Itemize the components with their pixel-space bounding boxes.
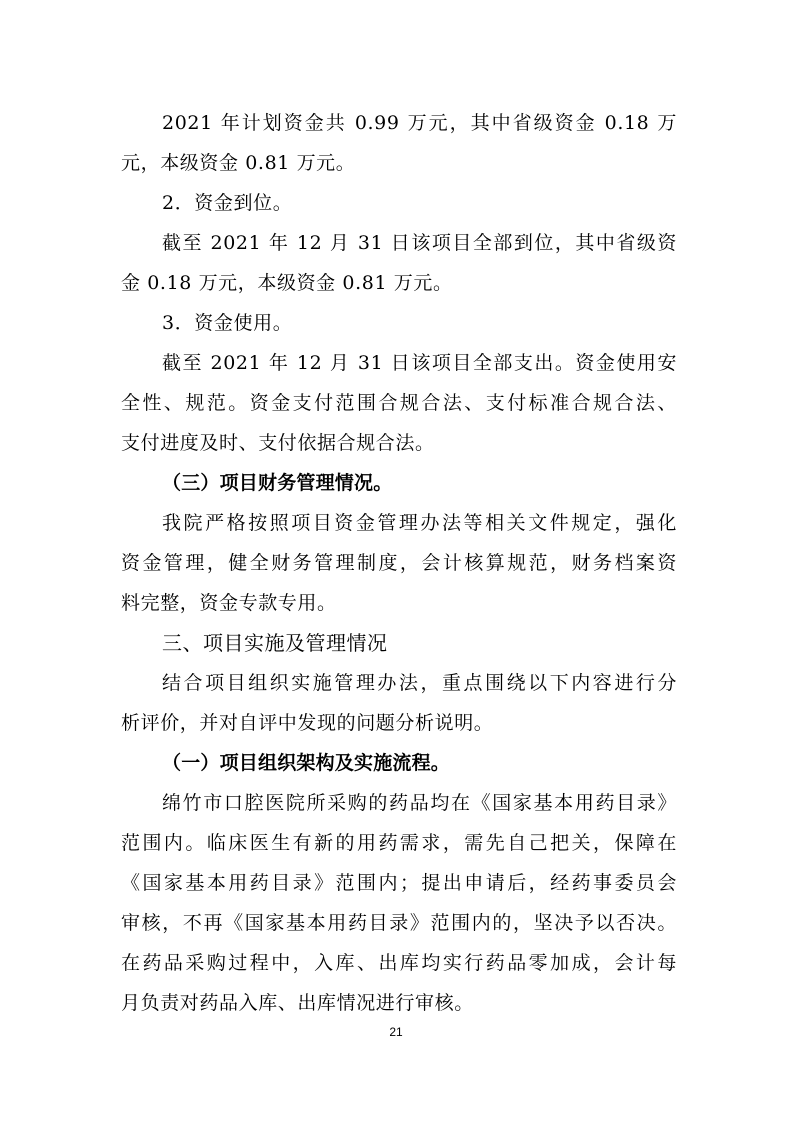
- paragraph-line: 全性、规范。资金支付范围合规合法、支付标准合规合法、: [121, 392, 677, 414]
- paragraph-line: 元，本级资金 0.81 万元。: [121, 152, 356, 174]
- subsection-heading: （一）项目组织架构及实施流程。: [162, 752, 451, 774]
- section-item-heading: 3．资金使用。: [162, 312, 293, 334]
- paragraph-line: 审核，不再《国家基本用药目录》范围内的，坚决予以否决。: [121, 912, 677, 934]
- page-number: 21: [389, 1025, 403, 1039]
- paragraph-line: 绵竹市口腔医院所采购的药品均在《国家基本用药目录》: [162, 792, 677, 814]
- paragraph-line: 截至 2021 年 12 月 31 日该项目全部支出。资金使用安: [162, 352, 677, 374]
- paragraph-line: 结合项目组织实施管理办法，重点围绕以下内容进行分: [162, 672, 677, 694]
- subsection-heading: （三）项目财务管理情况。: [162, 472, 393, 494]
- paragraph-line: 在药品采购过程中，入库、出库均实行药品零加成，会计每: [121, 952, 677, 974]
- paragraph-line: 资金管理，健全财务管理制度，会计核算规范，财务档案资: [121, 552, 677, 574]
- paragraph-line: 2021 年计划资金共 0.99 万元，其中省级资金 0.18 万: [162, 112, 677, 134]
- paragraph-line: 我院严格按照项目资金管理办法等相关文件规定，强化: [162, 512, 677, 534]
- paragraph-line: 月负责对药品入库、出库情况进行审核。: [121, 992, 474, 1014]
- paragraph-line: 截至 2021 年 12 月 31 日该项目全部到位，其中省级资: [162, 232, 677, 254]
- paragraph-line: 金 0.18 万元，本级资金 0.81 万元。: [121, 272, 453, 294]
- paragraph-line: 支付进度及时、支付依据合规合法。: [121, 432, 435, 454]
- section-item-heading: 2．资金到位。: [162, 192, 293, 214]
- paragraph-line: 范围内。临床医生有新的用药需求，需先自己把关，保障在: [121, 832, 677, 854]
- paragraph-line: 《国家基本用药目录》范围内；提出申请后，经药事委员会: [121, 872, 677, 894]
- paragraph-line: 析评价，并对自评中发现的问题分析说明。: [121, 712, 494, 734]
- paragraph-line: 料完整，资金专款专用。: [121, 592, 337, 614]
- section-heading: 三、项目实施及管理情况: [162, 631, 388, 655]
